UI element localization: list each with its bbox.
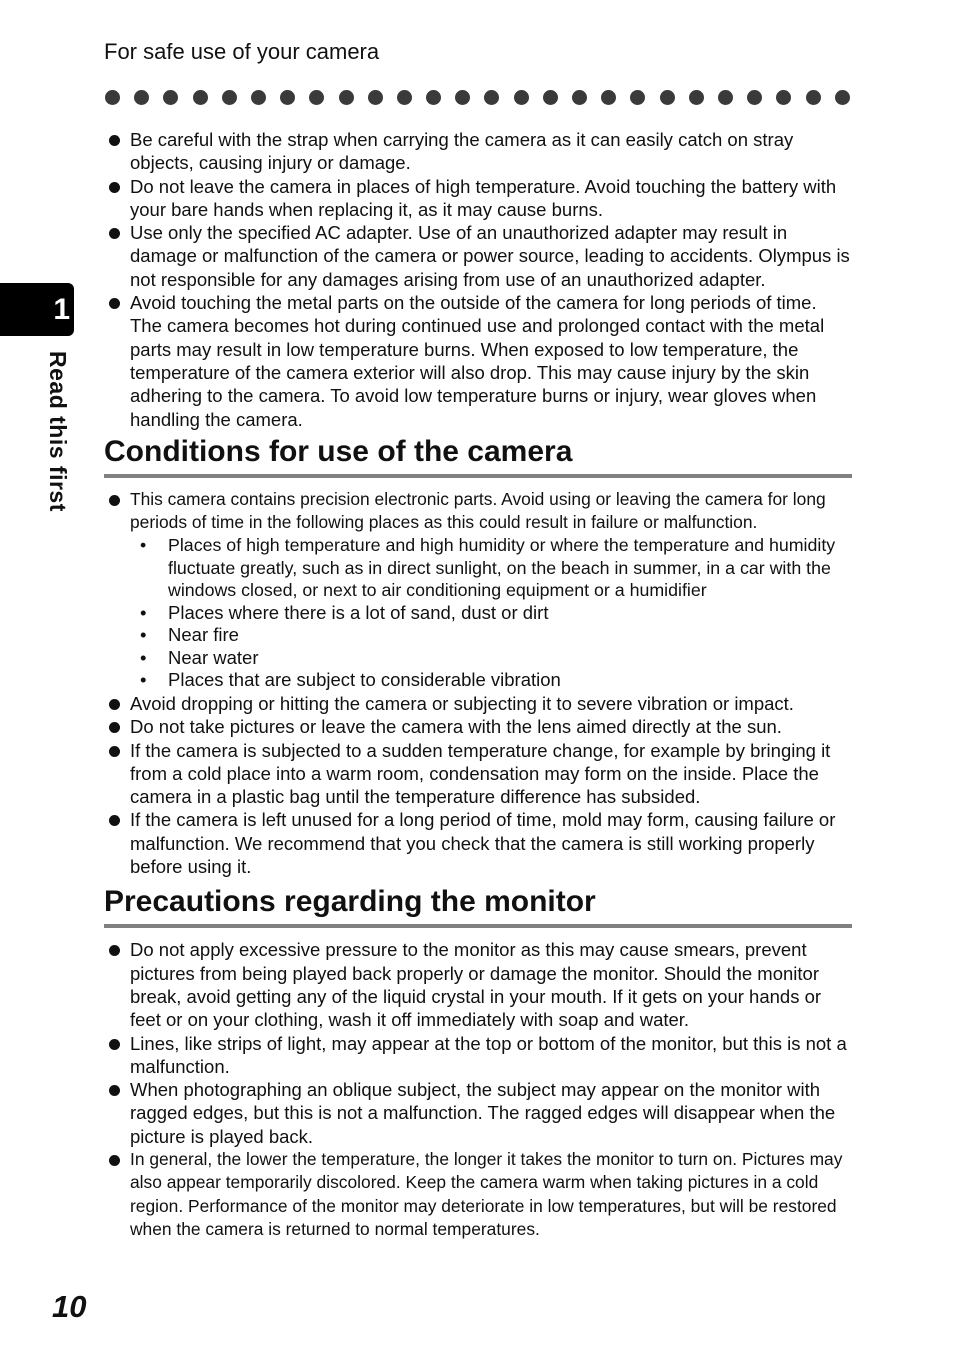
conditions-list-continued [104,692,852,878]
list-item [104,488,852,535]
sub-list-item: • Places of high temperature and high humidity or where the temperature and humidity fluctuate greatly, such as in direct sunlight, on the beach in summer, in a car with the windows closed, or next to air conditioning equipment or a humidifier [104,534,852,602]
list-item: Lines, like strips of light, may appear at the top or bottom of the monitor, but this is not a malfunction. [104,1032,852,1079]
chapter-tab [0,283,74,336]
list-item: If the camera is subjected to a sudden temperature change, for example by bringing it from a cold place into a warm room, condensation may form on the inside. Place the camera in a plastic bag until the temperature difference has subsided. [104,739,852,809]
monitor-list [104,938,852,1241]
divider-dot [193,90,208,105]
sub-list-item: • Places where there is a lot of sand, dust or dirt [104,602,852,625]
page-content [104,128,852,1241]
divider-dot [134,90,149,105]
sub-list-item: • Places that are subject to considerable vibration [104,669,852,692]
divider-dot [426,90,441,105]
intro-list [104,128,852,431]
divider-dot [806,90,821,105]
sub-list-item: • Near fire [104,624,852,647]
divider-dot [105,90,120,105]
divider-dot [601,90,616,105]
page-header-title: For safe use of your camera [104,39,380,64]
chapter-label: Read this first [45,351,71,512]
divider-dot [455,90,470,105]
conditions-list [104,488,852,535]
dotted-divider [105,89,850,105]
chapter-number: 1 [53,292,70,326]
list-item: Do not take pictures or leave the camera with the lens aimed directly at the sun. [104,715,852,738]
divider-dot [222,90,237,105]
divider-dot [718,90,733,105]
page-number: 10 [52,1289,87,1324]
section-heading-monitor: Precautions regarding the monitor [104,884,852,928]
divider-dot [309,90,324,105]
divider-dot [397,90,412,105]
list-item: Use only the specified AC adapter. Use of an unauthorized adapter may result in damage or malfunction of the camera or power source, leading to accidents. Olympus is not responsible for any damages arising from use of an unauthorized adapter. [104,221,852,291]
conditions-sub-list [104,534,852,692]
list-item: Avoid dropping or hitting the camera or subjecting it to severe vibration or impact. [104,692,852,715]
list-item: Be careful with the strap when carrying the camera as it can easily catch on stray objects, causing injury or damage. [104,128,852,175]
divider-dot [514,90,529,105]
divider-dot [484,90,499,105]
divider-dot [660,90,675,105]
divider-dot [572,90,587,105]
divider-dot [689,90,704,105]
list-item: Do not apply excessive pressure to the monitor as this may cause smears, prevent pictures from being played back properly or damage the monitor. Should the monitor break, avoid getting any of the liquid crystal in your mouth. If it gets on your hands or feet or on your clothing, wash it off immediately with soap and water. [104,938,852,1031]
divider-dot [543,90,558,105]
sub-list-item: • Near water [104,647,852,670]
list-item-text: This camera contains precision electronic parts. Avoid using or leaving the camera for long periods of time in the following places as this could result in failure or malfunction. [130,488,826,533]
list-item: Do not leave the camera in places of high temperature. Avoid touching the battery with your bare hands when replacing it, as it may cause burns. [104,175,852,222]
divider-dot [339,90,354,105]
divider-dot [368,90,383,105]
divider-dot [835,90,850,105]
list-item: Avoid touching the metal parts on the outside of the camera for long periods of time. The camera becomes hot during continued use and prolonged contact with the metal parts may result in low temperature burns. When exposed to low temperature, the temperature of the camera exterior will also drop. This may cause injury by the skin adhering to the camera. To avoid low temperature burns or injury, wear gloves when handling the camera. [104,291,852,431]
divider-dot [251,90,266,105]
divider-dot [630,90,645,105]
list-item: If the camera is left unused for a long period of time, mold may form, causing failure or malfunction. We recommend that you check that the camera is still working properly before using it. [104,808,852,878]
section-heading-conditions: Conditions for use of the camera [104,434,852,478]
divider-dot [280,90,295,105]
divider-dot [776,90,791,105]
divider-dot [747,90,762,105]
list-item: When photographing an oblique subject, the subject may appear on the monitor with ragged edges, but this is not a malfunction. The ragged edges will disappear when the picture is played back. [104,1078,852,1148]
list-item: In general, the lower the temperature, the longer it takes the monitor to turn on. Pictures may also appear temporarily discolored. Keep the camera warm when taking pictures in a cold region. Performance of the monitor may deteriorate in low temperatures, but will be restored when the camera is returned to normal temperatures. [104,1148,852,1241]
divider-dot [163,90,178,105]
